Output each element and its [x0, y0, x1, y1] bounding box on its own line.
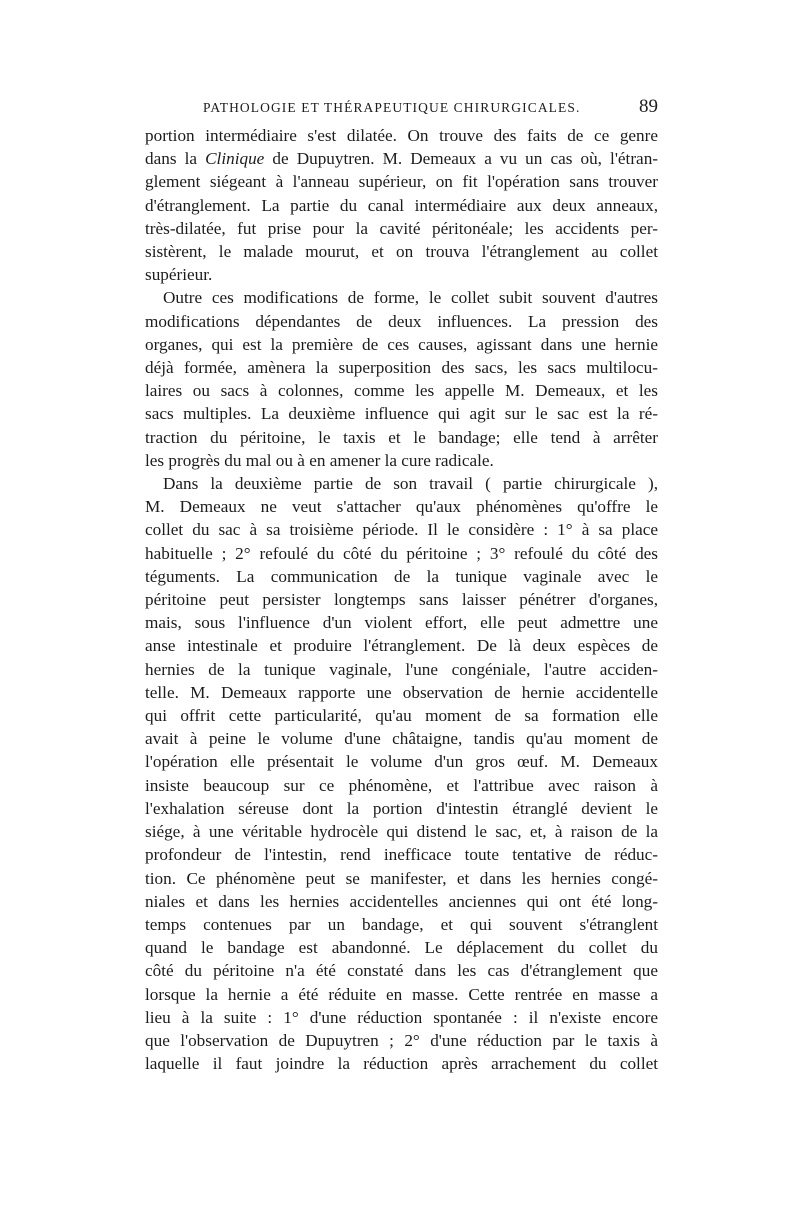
paragraph-3 — [145, 472, 658, 1075]
text-line: dans la Clinique de Dupuytren. M. Demeaux a vu un cas où, l'étran- — [145, 149, 659, 169]
text-line: Dans la deuxième partie de son travail ( partie chirurgicale ), — [163, 474, 658, 494]
text-line: téguments. La communication de la tunique vaginale avec le — [145, 566, 658, 586]
text-line: d'étranglement. La partie du canal intermédiaire aux deux anneaux, — [145, 195, 658, 215]
page-number: 89 — [639, 96, 658, 117]
running-title: PATHOLOGIE ET THÉRAPEUTIQUE CHIRURGICALES. — [203, 100, 581, 115]
paragraph-2 — [145, 286, 658, 472]
text-line: modifications dépendantes de deux influences. La pression des — [145, 311, 658, 331]
text-line: insiste beaucoup sur ce phénomène, et l'attribue avec raison à — [145, 775, 658, 795]
text-line: habituelle ; 2° refoulé du côté du péritoine ; 3° refoulé du côté des — [145, 543, 658, 563]
text-line: hernies de la tunique vaginale, l'une congéniale, l'autre acciden- — [145, 659, 658, 679]
text-line: M. Demeaux ne veut s'attacher qu'aux phénomènes qu'offre le — [145, 497, 658, 517]
running-header — [145, 96, 658, 122]
text-line: collet du sac à sa troisième période. Il le considère : 1° à sa place — [145, 520, 658, 540]
text-line: péritoine peut persister longtemps sans laisser pénétrer d'organes, — [145, 590, 658, 610]
text-line: lorsque la hernie a été réduite en masse. Cette rentrée en masse a — [145, 984, 658, 1004]
text-line: lieu à la suite : 1° d'une réduction spontanée : il n'existe encore — [145, 1007, 658, 1027]
text-line: glement siégeant à l'anneau supérieur, on fit l'opération sans trouver — [145, 172, 658, 192]
page — [145, 96, 658, 1075]
text-line: déjà formée, amènera la superposition des sacs, les sacs multilocu- — [145, 358, 658, 378]
text-line: laquelle il faut joindre la réduction après arrachement du collet — [145, 1054, 658, 1074]
text-line: mais, sous l'influence d'un violent effort, elle peut admettre une — [145, 613, 658, 633]
text-line: très-dilatée, fut prise pour la cavité péritonéale; les accidents per- — [145, 218, 658, 238]
text-line: anse intestinale et produire l'étranglement. De là deux espèces de — [145, 636, 658, 656]
text-line: laires ou sacs à colonnes, comme les appelle M. Demeaux, et les — [145, 381, 658, 401]
text-line: côté du péritoine n'a été constaté dans les cas d'étranglement que — [145, 961, 658, 981]
text-line: portion intermédiaire s'est dilatée. On trouve des faits de ce genre — [145, 126, 658, 145]
text-line: l'opération elle présentait le volume d'un gros œuf. M. Demeaux — [145, 752, 658, 772]
text-line: tion. Ce phénomène peut se manifester, et dans les hernies congé- — [145, 868, 658, 888]
text-line: traction du péritoine, le taxis et le bandage; elle tend à arrêter — [145, 427, 658, 447]
text-line: telle. M. Demeaux rapporte une observation de hernie accidentelle — [145, 682, 658, 702]
text-line: organes, qui est la première de ces causes, agissant dans une hernie — [145, 334, 658, 354]
text-line: supérieur. — [145, 265, 213, 285]
text-line: qui offrit cette particularité, qu'au moment de sa formation elle — [145, 706, 658, 726]
text-line: Outre ces modifications de forme, le collet subit souvent d'autres — [163, 288, 658, 308]
text-line: que l'observation de Dupuytren ; 2° d'une réduction par le taxis à — [145, 1030, 658, 1050]
italic-title: Clinique — [205, 149, 265, 169]
text-line: avait à peine le volume d'une châtaigne, tandis qu'au moment de — [145, 729, 658, 749]
paragraph-1 — [145, 124, 658, 286]
text-line: les progrès du mal ou à en amener la cure radicale. — [145, 450, 494, 470]
text-line: sistèrent, le malade mourut, et on trouva l'étranglement au collet — [145, 242, 658, 262]
text-line: profondeur de l'intestin, rend inefficace toute tentative de réduc- — [145, 845, 658, 865]
text-line: siége, à une véritable hydrocèle qui distend le sac, et, à raison de la — [145, 822, 658, 842]
text-line: sacs multiples. La deuxième influence qui agit sur le sac est la ré- — [145, 404, 658, 424]
text-line: quand le bandage est abandonné. Le déplacement du collet du — [145, 938, 658, 958]
text-line: l'exhalation séreuse dont la portion d'intestin étranglé devient le — [145, 798, 658, 818]
text-line: temps contenues par un bandage, et qui souvent s'étranglent — [145, 914, 658, 934]
text-line: niales et dans les hernies accidentelles anciennes qui ont été long- — [145, 891, 658, 911]
